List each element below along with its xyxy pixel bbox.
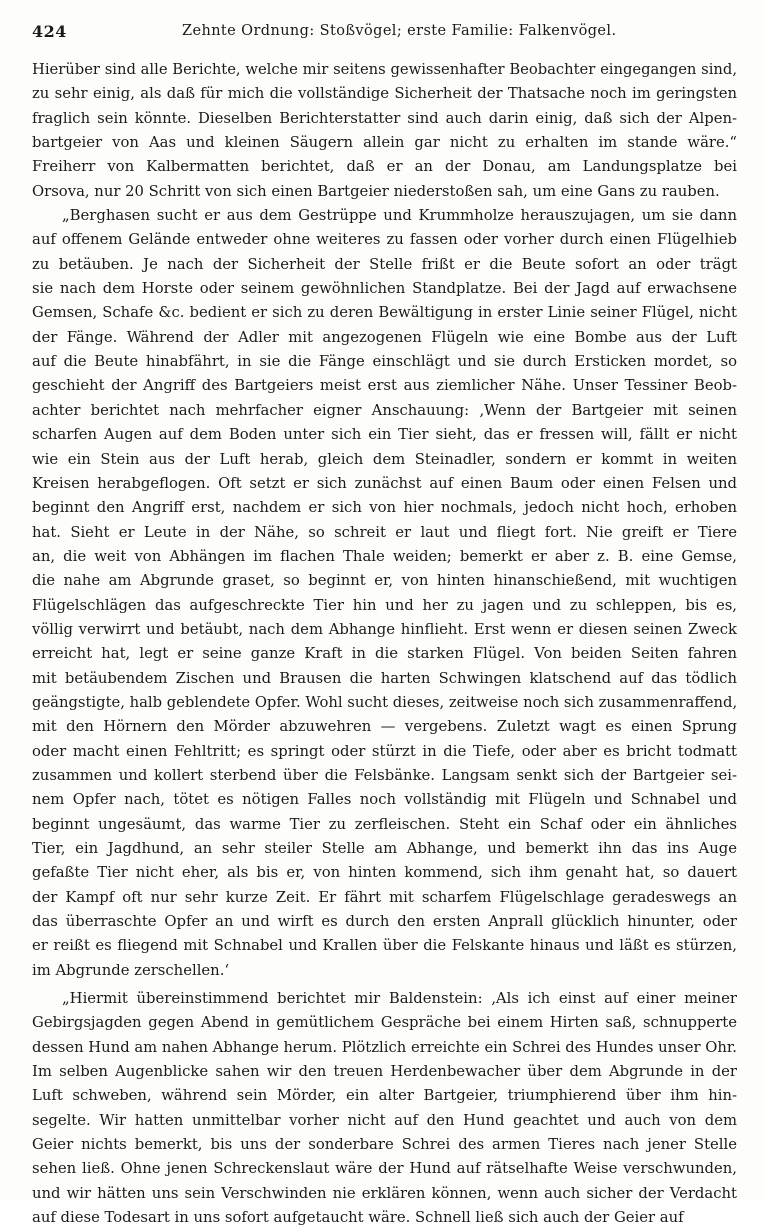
text-line: zusammen und kollert sterbend über die Felsbänke. Langsam senkt sich der Bartgeier sei- [32, 766, 737, 784]
text-line: Luft schweben, während sein Mörder, ein alter Bartgeier, triumphierend über ihm hin- [32, 1087, 737, 1105]
text-line: dessen Hund am nahen Abhange herum. Plötzlich erreichte ein Schrei des Hundes unser Ohr. [32, 1038, 737, 1056]
text-line: achter berichtet nach mehrfacher eigner Anschauung: ‚Wenn der Bartgeier mit seinen [32, 401, 737, 419]
text-line: der Kampf oft nur sehr kurze Zeit. Er fährt mit scharfem Flügelschlage geradeswegs an [32, 888, 737, 906]
text-line: Gemsen, Schafe &c. bedient er sich zu deren Bewältigung in erster Linie seiner Flügel, nicht [32, 304, 737, 322]
text-line: Kreisen herabgeflogen. Oft setzt er sich zunächst auf einen Baum oder einen Felsen und [32, 474, 737, 492]
text-line: an, die weit von Abhängen im flachen Thale weiden; bemerkt er aber z. B. eine Gemse, [32, 547, 737, 565]
text-line: und wir hätten uns sein Verschwinden nie erklären können, wenn auch sicher der Verdacht [32, 1184, 737, 1202]
text-line: gefaßte Tier nicht eher, als bis er, von hinten kommend, sich ihm genaht hat, so dauert [32, 864, 737, 882]
text-line: segelte. Wir hatten unmittelbar vorher nicht auf den Hund geachtet und auch von dem [32, 1111, 737, 1129]
text-line: wie ein Stein aus der Luft herab, gleich dem Steinadler, sondern er kommt in weiten [32, 450, 737, 468]
running-head: Zehnte Ordnung: Stoßvögel; erste Familie: Falkenvögel. [182, 23, 617, 39]
text-line: Geier nichts bemerkt, bis uns der sonderbare Schrei des armen Tieres nach jener Stelle [32, 1136, 737, 1154]
text-line: völlig verwirrt und betäubt, nach dem Abhange hinflieht. Erst wenn er diesen seinen Zweck [32, 620, 737, 638]
text-line: Gebirgsjagden gegen Abend in gemütlichem Gespräche bei einem Hirten saß, schnupperte [32, 1014, 737, 1032]
text-line: „Hiermit übereinstimmend berichtet mir Baldenstein: ‚Als ich einst auf einer meiner [62, 990, 737, 1008]
text-line: die nahe am Abgrunde graset, so beginnt er, von hinten hinanschießend, mit wuchtigen [32, 572, 737, 590]
text-line: zu sehr einig, als daß für mich die vollständige Sicherheit der Thatsache noch im geringsten [32, 85, 737, 103]
text-line: er reißt es fliegend mit Schnabel und Krallen über die Felskante hinaus und läßt es stürzen, [32, 937, 737, 955]
text-line: im Abgrunde zerschellen.‘ [32, 961, 230, 979]
page-header [32, 22, 725, 46]
paragraph [32, 58, 737, 204]
text-line: auf die Beute hinabfährt, in sie die Fänge einschlägt und sie durch Ersticken mordet, so [32, 353, 737, 371]
text-line: Flügelschlägen das aufgeschreckte Tier hin und her zu jagen und zu schleppen, bis es, [32, 596, 737, 614]
text-line: „Berghasen sucht er aus dem Gestrüppe und Krummholze herauszujagen, um sie dann [62, 207, 737, 225]
text-line: mit den Hörnern den Mörder abzuwehren — vergebens. Zuletzt wagt es einen Sprung [32, 718, 737, 736]
text-line: auf diese Todesart in uns sofort aufgetaucht wäre. Schnell ließ sich auch der Geier auf [32, 1209, 684, 1227]
paragraph [32, 204, 737, 983]
text-line: Orsova, nur 20 Schritt von sich einen Bartgeier niederstoßen sah, um eine Gans zu rauben. [32, 182, 720, 200]
text-line: beginnt den Angriff erst, nachdem er sich von hier nochmals, jedoch nicht hoch, erhoben [32, 499, 737, 517]
paragraph [32, 987, 737, 1230]
text-line: Tier, ein Jagdhund, an sehr steiler Stelle am Abhange, und bemerkt ihn das ins Auge [32, 840, 737, 857]
text-line: geschieht der Angriff des Bartgeiers meist erst aus ziemlicher Nähe. Unser Tessiner Beob- [32, 377, 737, 395]
text-line: Freiherr von Kalbermatten berichtet, daß er an der Donau, am Landungsplatze bei [32, 158, 737, 176]
text-line: scharfen Augen auf dem Boden unter sich ein Tier sieht, das er fressen will, fällt er nicht [32, 426, 737, 444]
text-line: zu betäuben. Je nach der Sicherheit der Stelle frißt er die Beute sofort an oder trägt [32, 255, 737, 273]
text-line: beginnt ungesäumt, das warme Tier zu zerfleischen. Steht ein Schaf oder ein ähnliches [32, 815, 737, 833]
text-line: erreicht hat, legt er seine ganze Kraft in die starken Flügel. Von beiden Seiten fahren [32, 645, 737, 663]
text-line: bartgeier von Aas und kleinen Säugern allein gar nicht zu erhalten im stande wäre.“ [32, 134, 737, 152]
text-line: hat. Sieht er Leute in der Nähe, so schreit er laut und fliegt fort. Nie greift er Tiere [32, 523, 737, 541]
text-line: oder macht einen Fehltritt; es springt oder stürzt in die Tiefe, oder aber es bricht todmatt [32, 742, 737, 760]
text-line: der Fänge. Während der Adler mit angezogenen Flügeln wie eine Bombe aus der Luft [32, 328, 737, 346]
page-number: 424 [32, 22, 67, 41]
text-line: auf offenem Gelände entweder ohne weiteres zu fassen oder vorher durch einen Flügelhieb [32, 231, 737, 249]
text-line: sie nach dem Horste oder seinem gewöhnlichen Standplatze. Bei der Jagd auf erwachsene [32, 280, 737, 298]
text-line: mit betäubendem Zischen und Brausen die harten Schwingen klatschend auf das tödlich [32, 669, 737, 687]
text-line: nem Opfer nach, tötet es nötigen Falles noch vollständig mit Flügeln und Schnabel und [32, 791, 737, 809]
text-line: Im selben Augenblicke sahen wir den treuen Herdenbewacher über dem Abgrunde in der [32, 1063, 737, 1081]
text-line: geängstigte, halb geblendete Opfer. Wohl sucht dieses, zeitweise noch sich zusammenraffend, [32, 693, 738, 711]
body-text [32, 58, 737, 1231]
text-line: das überraschte Opfer an und wirft es durch den ersten Anprall glücklich hinunter, oder [32, 913, 737, 931]
text-line: fraglich sein könnte. Dieselben Berichterstatter sind auch darin einig, daß sich der Alpen- [32, 109, 737, 127]
text-line: Hierüber sind alle Berichte, welche mir seitens gewissenhafter Beobachter eingegangen sind, [32, 61, 737, 78]
text-line: sehen ließ. Ohne jenen Schreckenslaut wäre der Hund auf rätselhafte Weise verschwunden, [32, 1160, 737, 1178]
